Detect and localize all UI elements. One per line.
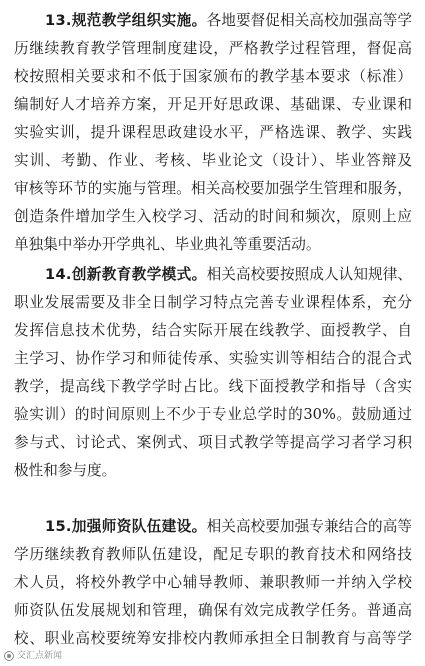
section-14-line-5: 验实训）的时间原则上不少于专业总学时的30%。鼓励通过: [14, 406, 412, 423]
section-14-line-1: 职业发展需要及非全日制学习特点完善专业课程体系，充分: [14, 294, 412, 311]
section-14-line-3: 主学习、协作学习和师徒传承、实验实训等相结合的混合式: [14, 350, 412, 367]
section-14-line-6: 参与式、讨论式、案例式、项目式教学等提高学习者学习积: [14, 434, 412, 451]
section-14-line-7: 极性和参与度。: [14, 462, 117, 479]
section-13-lead: 各地要督促相关高校加强高等学: [206, 12, 412, 29]
section-14-first-line: [45, 262, 412, 288]
section-13-line-4: 实验实训，提升课程思政建设水平，严格选课、教学、实践: [14, 124, 412, 141]
section-15-heading: 15.加强师资队伍建设。: [45, 518, 207, 535]
watermark-text: 交汇点新闻: [17, 651, 63, 661]
section-15-line-1: 学历继续教育教师队伍建设，配足专职的教育技术和网络技: [14, 546, 412, 563]
section-13-line-1: 历继续教育教学管理制度建设，严格教学过程管理，督促高: [14, 40, 412, 57]
section-13-heading: 13.规范教学组织实施。: [45, 12, 207, 29]
section-14-lead: 相关高校要按照成人认知规律、: [206, 266, 412, 283]
section-13-line-3: 编制好人才培养方案，开足开好思政课、基础课、专业课和: [14, 96, 412, 113]
section-14-line-4: 教学，提高线下教学学时占比。线下面授教学和指导（含实: [14, 378, 412, 395]
section-13-line-5: 实训、考勤、作业、考核、毕业论文（设计）、毕业答辩及: [14, 152, 412, 169]
section-15-line-4: 校、职业高校要统筹安排校内教师承担全日制教育与高等学: [14, 630, 412, 647]
section-13-line-8: 单独集中举办开学典礼、毕业典礼等重要活动。: [14, 236, 321, 253]
section-13-line-6: 审核等环节的实施与管理。相关高校要加强学生管理和服务，: [14, 180, 412, 197]
section-14-line-2: 发挥信息技术优势，结合实际开展在线教学、面授教学、自: [14, 322, 412, 339]
section-15-line-3: 师资队伍发展规划和管理，确保有效完成教学任务。普通高: [14, 602, 412, 619]
section-13-line-2: 校按照相关要求和不低于国家颁布的教学基本要求（标准）: [14, 68, 412, 85]
app-logo-icon: [4, 651, 14, 661]
section-13-line-7: 创造条件增加学生入校学习、活动的时间和频次，原则上应: [14, 208, 412, 225]
section-13-first-line: [45, 8, 412, 34]
watermark: [4, 650, 62, 662]
section-15-first-line: [45, 514, 412, 540]
section-14-heading: 14.创新教育教学模式。: [45, 266, 207, 283]
section-15-lead: 相关高校要加强专兼结合的高等: [206, 518, 412, 535]
section-15-line-2: 术人员，将校外教学中心辅导教师、兼职教师一并纳入学校: [14, 574, 412, 591]
